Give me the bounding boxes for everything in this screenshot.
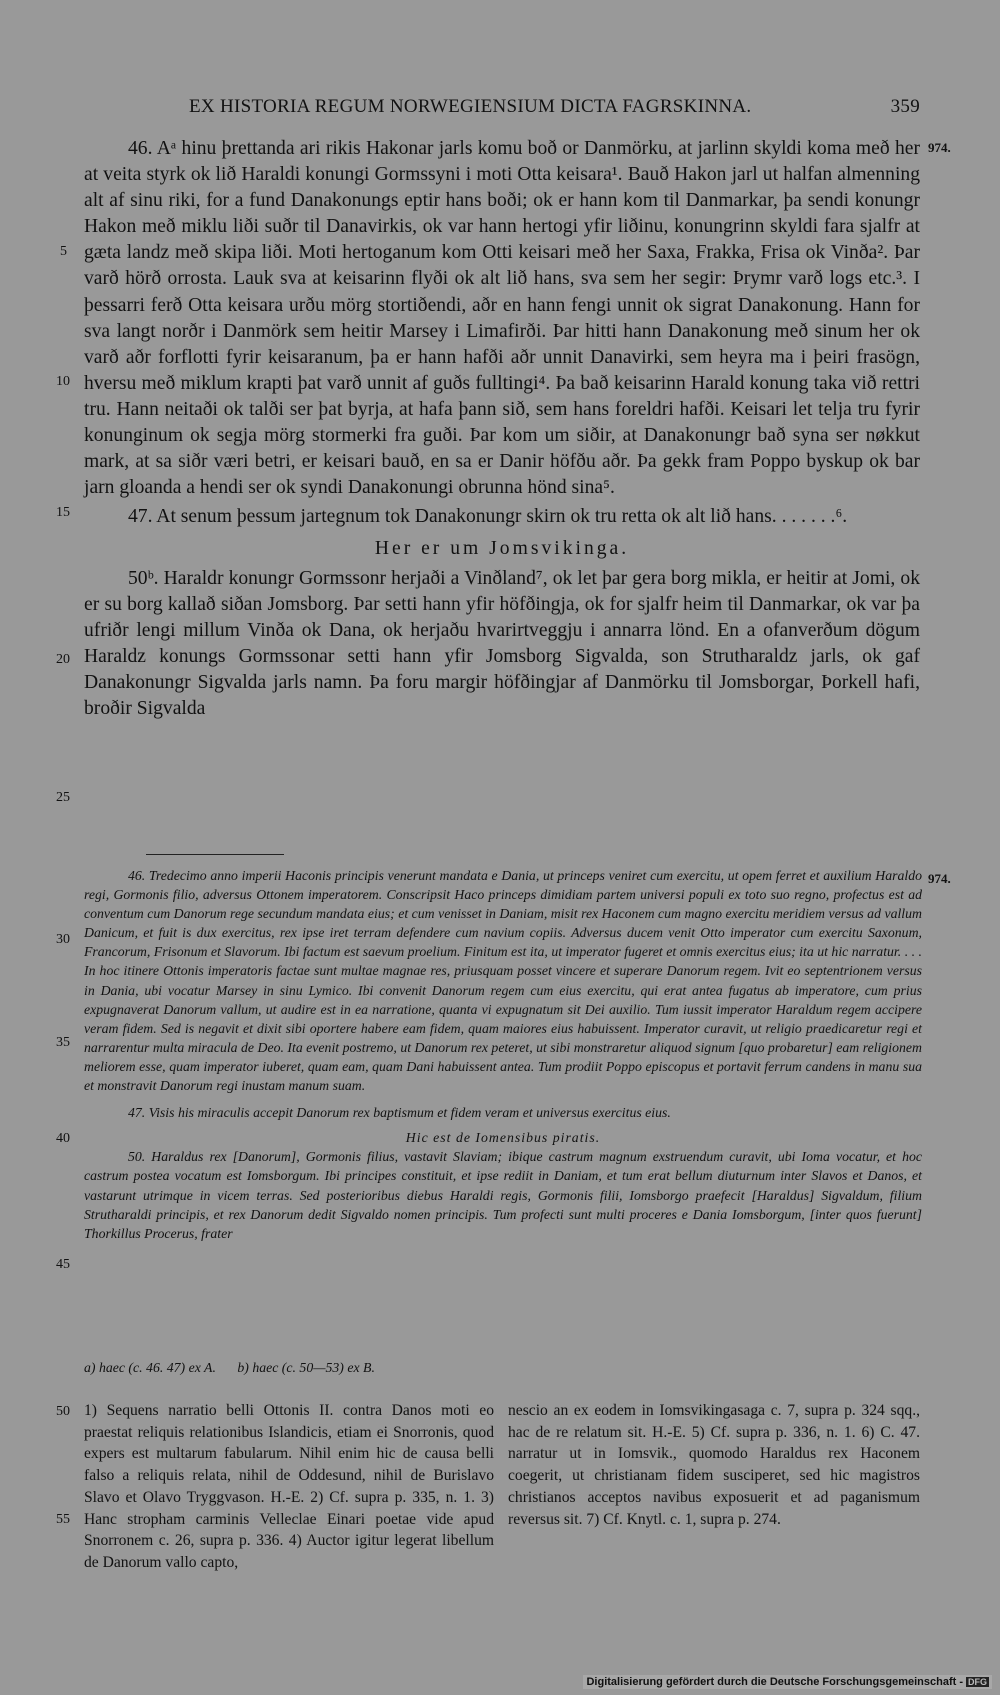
variant-b: b) haec (c. 50—53) ex B.: [237, 1360, 375, 1375]
margin-year-notes: 974.: [928, 871, 951, 886]
line-number: 35: [56, 1035, 70, 1050]
main-text: [84, 136, 920, 722]
latin-46: 46. Tredecimo anno imperii Haconis principis venerunt mandata e Dania, ut princeps veniret cum exercitu, ut opem ferret et auxilium Haraldo regi, Gormonis filio, adversus Ottonem imperatorem. Conscripsit Haco princeps dimidiam partem universi populi ex toto suo regno, profectus est ad conventum cum Danorum rege secundum mandata eius; et cum venisset in Daniam, misit rex Haconem cum magno exercitu meridiem versus ad vallum Danicum, et fuit is dux exercitus, rex ipse iret terram defendere cum navium copiis. Adversus ducem venit Otto imperator cum exercitu Saxonum, Francorum, Frisonum et Slavorum. Ibi factum est saevum proelium. Finitum est ita, ut imperator fugeret et omnis exercitus eius; ita ut hic narratur. . . . In hoc itinere Ottonis imperatoris factae sunt multae magnae res, priusquam posset vincere et superare Danorum regem. Ivit eo septentrionem versus in Dania, ubi vocatur Marsey in sinu Lymico. Ibi convenit Danorum regem cum eius exercitu, qui erat antea fugatus ab imperatore, cum prius expugnaverat Danorum vallum, ut audire est in ea narratione, quanta vi expugnatum sit Dei auxilio. Tum iussit imperator Haraldum regem accipere veram fidem. Sed is negavit et dixit sibi oportere habere eam fidem, quam maiores eius habuissent. Imperator curavit, ut religio praedicaretur regi et narrarentur multa miracula de Deo. Ita evenit postremo, ut Danorum rex peteret, ut sibi monstraretur aliquod signum [quo probaretur] eam religionem meliorem esse, quam imperator iuberet, quam eam, quam Dani habuissent antea. Tum prodiit Poppo episcopus et portavit ferrum candens in manu sua et monstravit Danorum regi inustam manum suam.: [84, 868, 922, 1094]
line-number: 15: [56, 505, 70, 520]
chapter-46: 46. Aᵃ hinu þrettanda ari rikis Hakonar jarls komu boð or Danmörku, at jarlinn skyldi koma með her at veita styrk ok lið Haraldi konungi Gormssyni i moti Otta keisara¹. Bauð Hakon jarl ut halfan almenning alt af sinu riki, for a fund Danakonungs eptir hans boði; ok er hann kom til Danmarkar, þa sendi konungr Hakon með miklu liði suðr til Danavirkis, ok var hann hertogi yfir liðinu, konungrinn skyldi fara sjalfr at gæta landz með skipa liði. Moti hertoganum kom Otti keisari með her Saxa, Frakka, Frisa ok Vinða². Þar varð hörð orrosta. Lauk sva at keisarinn flyði ok alt lið hans, sva sem her segir: Þrymr varð logs etc.³. I þessarri ferð Otta keisara urðu mörg stortiðendi, aðr en hann fengi unnit ok sigrat Danakonung. Hann for sva langt norðr i Danmörk sem heitir Marsey i Limafirði. Þar hitti hann Danakonung með sinum her ok varð aðr forflotti fyrir keisaranum, þa er hann hafði aðr unnit Danavirki, sem heyra ma i þeiri frasögn, hversu með miklum krapti þat varð unnit af guðs fulltingi⁴. Þa bað keisarinn Harald konung taka við rettri tru. Hann neitaði ok talði ser þat byrja, at hafa þann sið, sem hans foreldri hafði. Keisari let telja tru fyrir konunginum ok segja mörg stormerki fra guði. Þar kom um siðir, at Danakonungr bað syna ser nøkkut mark, at sa siðr væri betri, er keisari bauð, en sa er Danir höfðu aðr. Þa gekk fram Poppo byskup ok bar jarn gloanda a hendi ser ok syndi Danakonungi obrunna hönd sina⁵.: [84, 138, 920, 499]
footnotes-right-column: [508, 1400, 920, 1530]
line-number: 5: [60, 244, 67, 259]
line-number: 45: [56, 1257, 70, 1272]
line-number: 10: [56, 374, 70, 389]
footer-text: Digitalisierung gefördert durch die Deutsche Forschungsgemeinschaft -: [586, 1676, 963, 1688]
footnote-rule: [146, 854, 284, 855]
latin-47: 47. Visis his miraculis accepit Danorum rex baptismum et fidem veram et universus exercitus eius.: [128, 1105, 671, 1121]
latin-translation: [84, 866, 922, 1243]
header-title: EX HISTORIA REGUM NORWEGIENSIUM DICTA FAGRSKINNA.: [189, 96, 752, 117]
section-heading: Her er um Jomsvikinga.: [374, 538, 630, 560]
margin-year: 974.: [928, 140, 951, 155]
chapter-47: 47. At senum þessum jartegnum tok Danakonungr skirn ok tru retta ok alt lið hans. . . . . . .⁶.: [128, 506, 848, 528]
digitization-footer: [583, 1675, 992, 1689]
running-header: [84, 96, 920, 124]
dfg-logo-icon: DFG: [968, 1677, 987, 1688]
latin-50: 50. Haraldus rex [Danorum], Gormonis filius, vastavit Slaviam; ibique castrum magnum exstruendum curavit, ubi Ioma vocatur, et hoc castrum postea vocatum est Iomsborgum. Ibi principes constituit, et ipse rediit in Daniam, et tum erat bellum diuturnum inter Slavos et Danos, et vastarunt utrimque in vicem terras. Sed posterioribus diebus Haraldi regis, Gormonis filii, Iomsborgo praefecit [Haraldus] Sigvaldum, filium Strutharaldi principis, et rex Danorum dedit Sigvaldo nomen principis. Tum profecti sunt multi proceres e Dania Iomsborgum, [inter quos fuerunt] Thorkillus Procerus, frater: [84, 1149, 922, 1241]
line-number: 30: [56, 932, 70, 947]
footnotes-right-text: nescio an ex eodem in Iomsvikingasaga c. 7, supra p. 324 sqq., hac de re relatum sit. H.-E. 5) Cf. supra p. 336, n. 1. 6) C. 47. narratur ut in Iomsvik., quomodo Haraldus rex Haconem coegerit, ut christianam fidem susciperet, sed hic magistros christianos acceptos navibus exposuerit et ad paganismum reversus sit. 7) Cf. Knytl. c. 1, supra p. 274.: [508, 1402, 920, 1528]
footnotes-left-text: 1) Sequens narratio belli Ottonis II. contra Danos moti eo praestat reliquis relationibus Islandicis, etiam ei Snorronis, quod expers est multarum fabularum. Nihil enim hic de causa belli falso a reliquis relata, nihil de Oddesund, nihil de Burislavo Slavo et Olavo Tryggvason. H.-E. 2) Cf. supra p. 335, n. 1. 3) Hanc stropham carminis Velleclae Einari poetae vide apud Snorronem c. 26, supra p. 336. 4) Auctor igitur legerat libellum de Danorum vallo capto,: [84, 1402, 494, 1571]
line-number: 25: [56, 790, 70, 805]
line-number: 50: [56, 1404, 70, 1419]
line-number: 55: [56, 1512, 70, 1527]
line-number: 20: [56, 652, 70, 667]
line-number: 40: [56, 1131, 70, 1146]
page-number: 359: [890, 96, 920, 117]
variant-notes: [84, 1360, 393, 1376]
footnotes-left-column: [84, 1400, 494, 1574]
chapter-50: 50ᵇ. Haraldr konungr Gormssonr herjaði a Vinðland⁷, ok let þar gera borg mikla, er heitir at Jomi, ok er su borg kallað siðan Jomsborg. Þar setti hann yfir höfðingja, ok for sjalfr heim til Danmarkar, ok var þa ufriðr lengi millum Vinða ok Dana, ok herjaðu hvarirtveggju i annarra lönd. En a ofanverðum dögum Haraldz konungs Gormssonar setti hann yfir Jomsborg Sigvalda, son Strutharaldz jarls, ok gaf Danakonungr Sigvalda jarls namn. Þa foru margir höfðingjar af Danmörku til Jomsborgar, Þorkell hafi, broðir Sigvalda: [84, 567, 920, 719]
variant-a: a) haec (c. 46. 47) ex A.: [84, 1360, 216, 1375]
latin-heading: Hic est de Iomensibus piratis.: [405, 1130, 601, 1146]
